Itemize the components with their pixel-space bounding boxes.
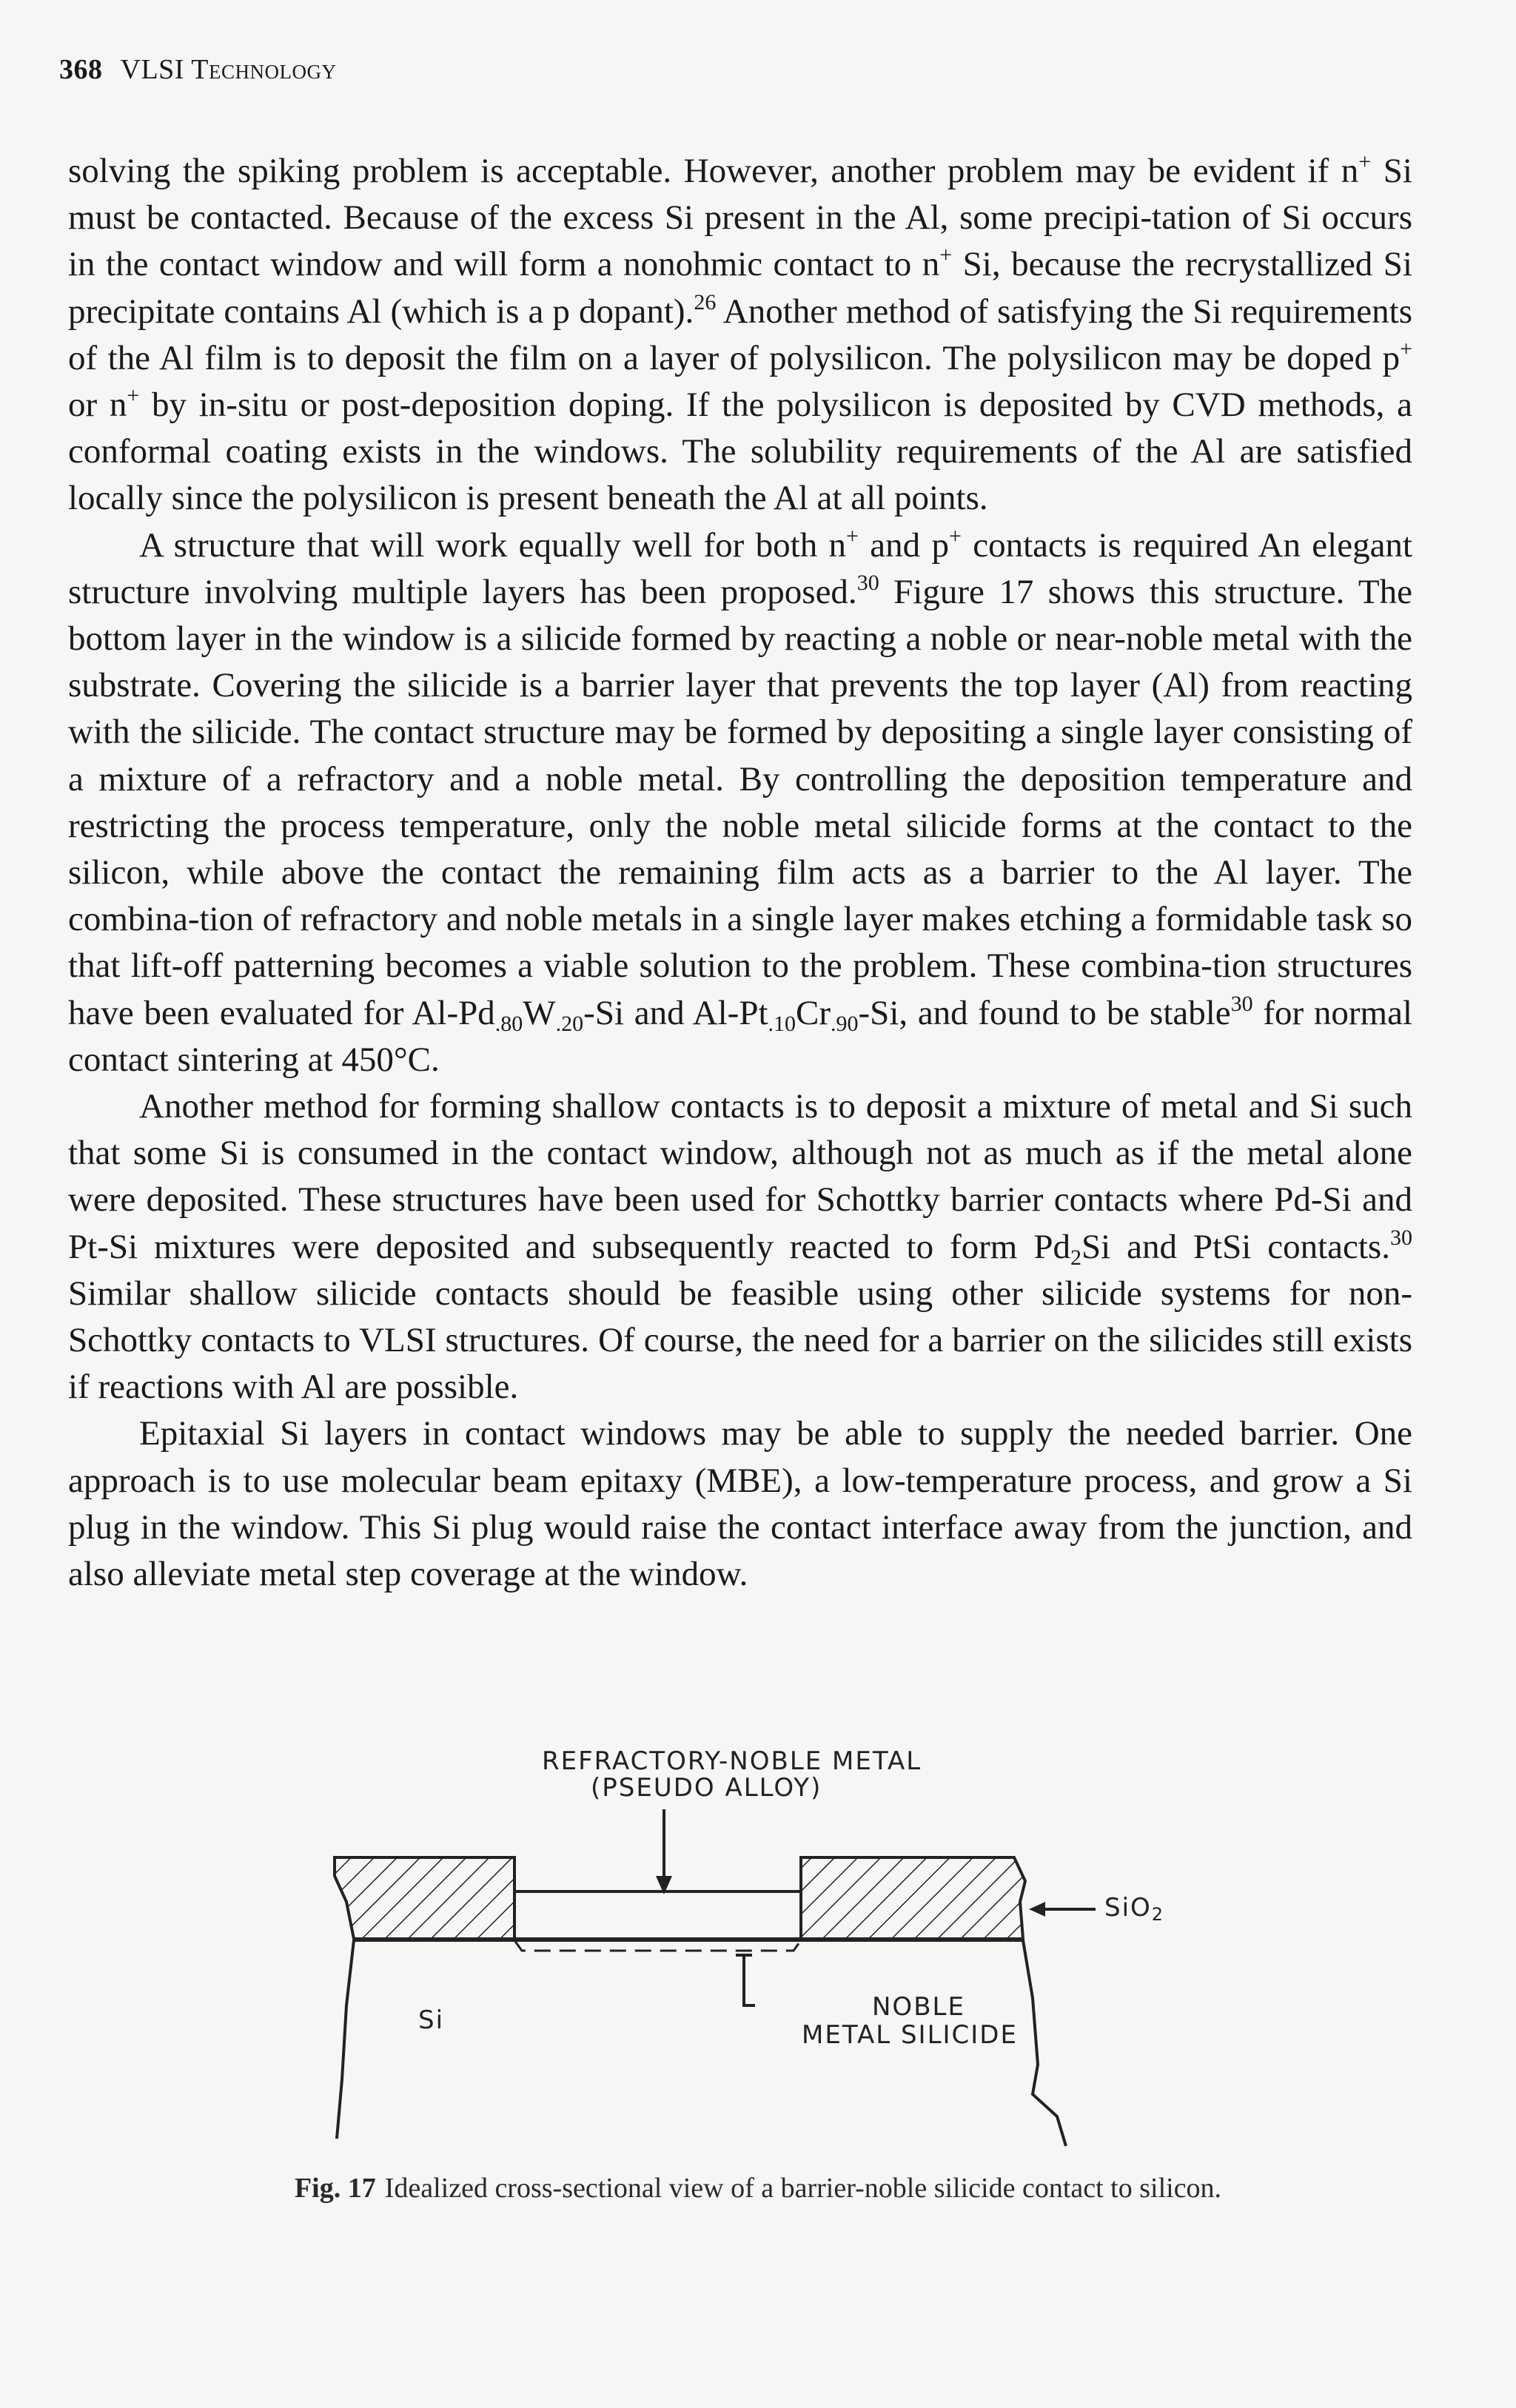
label-metal-silicide: METAL SILICIDE (802, 2020, 1018, 2050)
silicide-boundary (514, 1940, 801, 1951)
paragraph-3: Another method for forming shallow contacts is to deposit a mixture of metal and Si such that some Si is consumed in the contact window, although not as much as if the metal alone were deposited. These structures have been used for Schottky barrier contacts where Pd-Si and Pt-Si mixtures were deposited and subsequently reacted to form $Pd_2Si$ and PtSi contacts.$^{30}$ Similar shallow silicide contacts should be feasible using other silicide systems for non-Schottky contacts to VLSI structures. Of course, the need for a barrier on the silicides still exists if reactions with Al are possible. (68, 1087, 1412, 1407)
paragraph-4: Epitaxial Si layers in contact windows may be able to supply the needed barrier. One approach is to use molecular beam epitaxy (MBE), a low-temperature process, and grow a Si plug in the window. This Si plug would raise the contact interface away from the junction, and also alleviate metal step coverage at the window. (68, 1414, 1412, 1594)
label-refractory-noble-metal: REFRACTORY-NOBLE METAL (542, 1746, 922, 1776)
book-title: VLSI Technology (120, 54, 337, 85)
figure-number: Fig. 17 (294, 2173, 376, 2204)
paragraph-1: solving the spiking problem is acceptable. However, another problem may be evident if n+ Si must be contacted. Because of the excess Si present in the Al, some precipi-tation of Si occurs in the contact window and will form a nonohmic contact to n+ Si, because the recrystallized Si precipitate contains Al (which is a p dopant).$^{26}$ Another method of satisfying the Si requirements of the Al film is to deposit the film on a layer of polysilicon. The polysilicon may be doped p+ or n+ by in-situ or post-deposition doping. If the polysilicon is deposited by CVD methods, a conformal coating exists in the windows. The solubility requirements of the Al are satisfied locally since the polysilicon is present beneath the Al at all points. (68, 149, 1413, 518)
silicide-leader (744, 1955, 755, 2005)
page-number: 368 (59, 54, 103, 85)
oxide-right (801, 1857, 1025, 1939)
running-header (59, 53, 336, 86)
oxide-left (335, 1857, 514, 1939)
figure-caption (0, 2172, 1516, 2204)
pseudo-alloy-film (514, 1891, 801, 1939)
citation: 30 (1230, 991, 1253, 1016)
paragraph-2: A structure that will work equally well for both n+ and p+ contacts is required An elegant structure involving multiple layers has been proposed.$^{30}$ Figure 17 shows this structure. The bottom layer in the window is a silicide formed by reacting a noble or near-noble metal with the substrate. Covering the silicide is a barrier layer that prevents the top layer (Al) from reacting with the silicide. The contact structure may be formed by depositing a single layer consisting of a mixture of a refractory and a noble metal. By controlling the deposition temperature and restricting the process temperature, only the noble metal silicide forms at the contact to the silicon, while above the contact the remaining film acts as a barrier to the Al layer. The combina-tion of refractory and noble metals in a single layer makes etching a formidable task so that lift-off patterning becomes a viable solution to the problem. These combina-tion structures have been evaluated for $Al-Pd_{.80}W_{.20}-Si$ and $Al-Pt_{.10}Cr_{.90}-Si$, and found to be stable$^{30}$ for normal contact sintering at 450°C. (68, 523, 1413, 1079)
citation: 30 (1389, 1225, 1412, 1250)
break-line-left (337, 1940, 354, 2139)
citation: 30 (856, 570, 879, 595)
body-text (68, 148, 1412, 1598)
label-sio2: SiO$_2$ (1104, 1893, 1165, 1925)
figure-17 (0, 1724, 1516, 2213)
label-noble: NOBLE (872, 1992, 965, 2022)
citation: 26 (694, 289, 717, 315)
label-pseudo-alloy: (PSEUDO ALLOY) (591, 1773, 822, 1803)
label-si: Si (418, 2005, 445, 2035)
caption-text: Idealized cross-sectional view of a barrier-noble silicide contact to silicon. (384, 2173, 1222, 2204)
break-line-right (1023, 1940, 1066, 2146)
arrow-left-icon (1029, 1902, 1045, 1917)
